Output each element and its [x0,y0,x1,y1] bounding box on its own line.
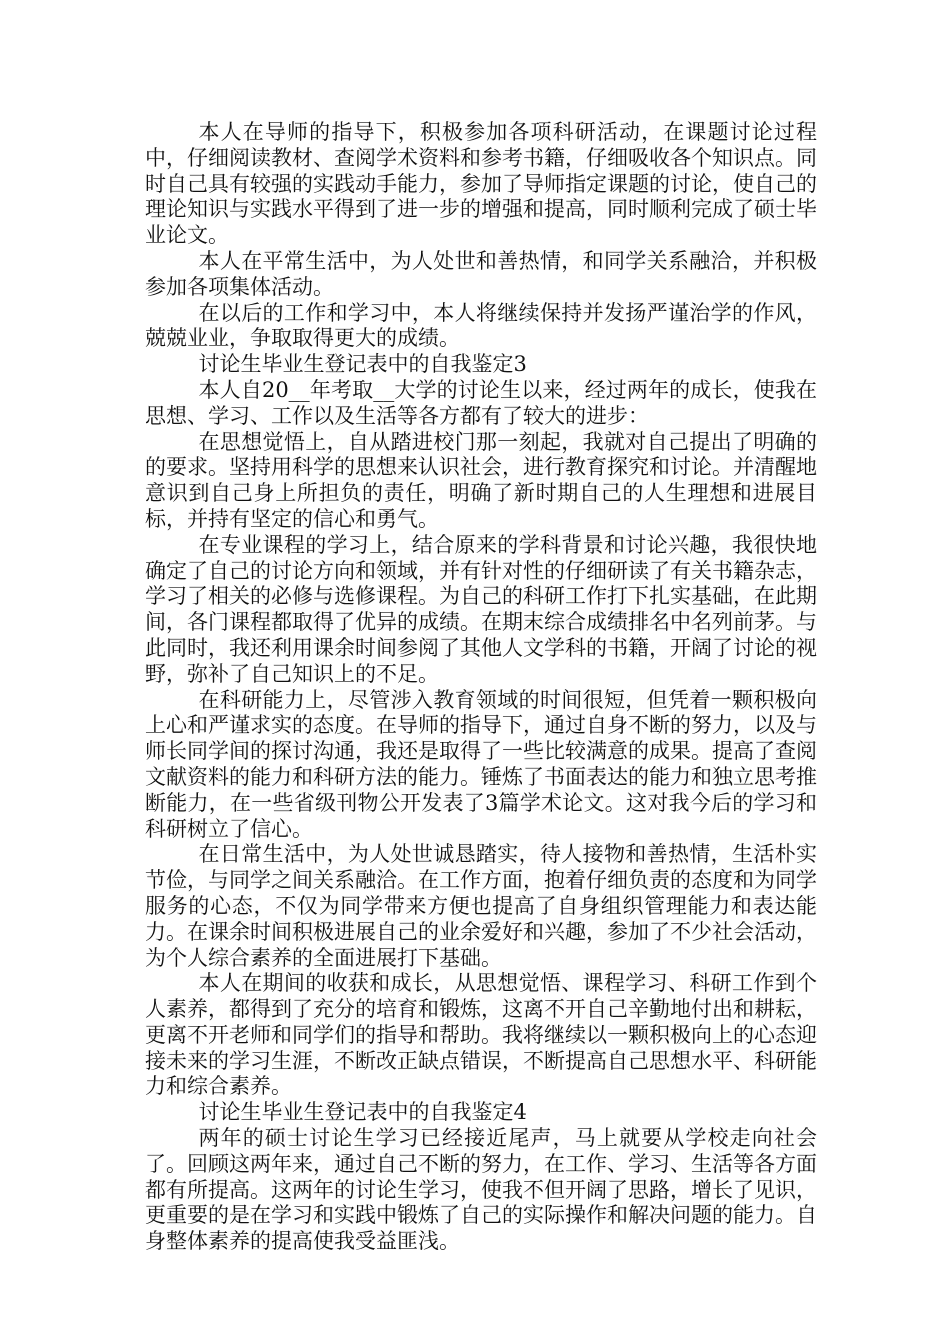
paragraph: 在思想觉悟上，自从踏进校门那一刻起，我就对自己提出了明确的的要求。坚持用科学的思想来认识社会，进行教育探究和讨论。并清醒地意识到自己身上所担负的责任，明确了新时期自己的人生理想和进展目标，并持有坚定的信心和勇气。 [145,429,817,531]
paragraph: 在以后的工作和学习中，本人将继续保持并发扬严谨治学的作风，兢兢业业，争取取得更大的成绩。 [145,300,817,351]
paragraph: 本人自20__年考取__大学的讨论生以来，经过两年的成长，使我在思想、学习、工作以及生活等各方都有了较大的进步： [145,377,817,428]
section-heading: 讨论生毕业生登记表中的自我鉴定4 [198,1100,527,1125]
paragraph: 在专业课程的学习上，结合原来的学科背景和讨论兴趣，我很快地确定了自己的讨论方向和领域，并有针对性的仔细研读了有关书籍杂志，学习了相关的必修与选修课程。为自己的科研工作打下扎实基础，在此期间，各门课程都取得了优异的成绩。在期末综合成绩排名中名列前茅。与此同时，我还利用课余时间参阅了其他人文学科的书籍，开阔了讨论的视野，弥补了自己知识上的不足。 [145,532,817,686]
paragraph: 两年的硕士讨论生学习已经接近尾声，马上就要从学校走向社会了。回顾这两年来，通过自己不断的努力，在工作、学习、生活等各方面都有所提高。这两年的讨论生学习，使我不但开阔了思路，增长了见识，更重要的是在学习和实践中锻炼了自己的实际操作和解决问题的能力。自身整体素养的提高使我受益匪浅。 [145,1126,817,1254]
document-body [145,120,817,1255]
section-heading: 讨论生毕业生登记表中的自我鉴定3 [198,352,527,377]
paragraph: 在科研能力上，尽管涉入教育领域的时间很短，但凭着一颗积极向上心和严谨求实的态度。在导师的指导下，通过自身不断的努力，以及与师长同学间的探讨沟通，我还是取得了一些比较满意的成果。提高了查阅文献资料的能力和科研方法的能力。锤炼了书面表达的能力和独立思考推断能力，在一些省级刊物公开发表了3篇学术论文。这对我今后的学习和科研树立了信心。 [145,687,817,841]
paragraph: 本人在期间的收获和成长，从思想觉悟、课程学习、科研工作到个人素养，都得到了充分的培育和锻炼，这离不开自己辛勤地付出和耕耘，更离不开老师和同学们的指导和帮助。我将继续以一颗积极向上的心态迎接未来的学习生涯，不断改正缺点错误，不断提高自己思想水平、科研能力和综合素养。 [145,971,817,1099]
paragraph: 本人在平常生活中，为人处世和善热情，和同学关系融洽，并积极参加各项集体活动。 [145,248,817,299]
paragraph: 本人在导师的指导下，积极参加各项科研活动，在课题讨论过程中，仔细阅读教材、查阅学术资料和参考书籍，仔细吸收各个知识点。同时自己具有较强的实践动手能力，参加了导师指定课题的讨论，使自己的理论知识与实践水平得到了进一步的增强和提高，同时顺利完成了硕士毕业论文。 [145,120,817,248]
paragraph: 在日常生活中，为人处世诚恳踏实，待人接物和善热情，生活朴实节俭，与同学之间关系融洽。在工作方面，抱着仔细负责的态度和为同学服务的心态，不仅为同学带来方便也提高了自身组织管理能力和表达能力。在课余时间积极进展自己的业余爱好和兴趣，参加了不少社会活动，为个人综合素养的全面进展打下基础。 [145,842,817,970]
